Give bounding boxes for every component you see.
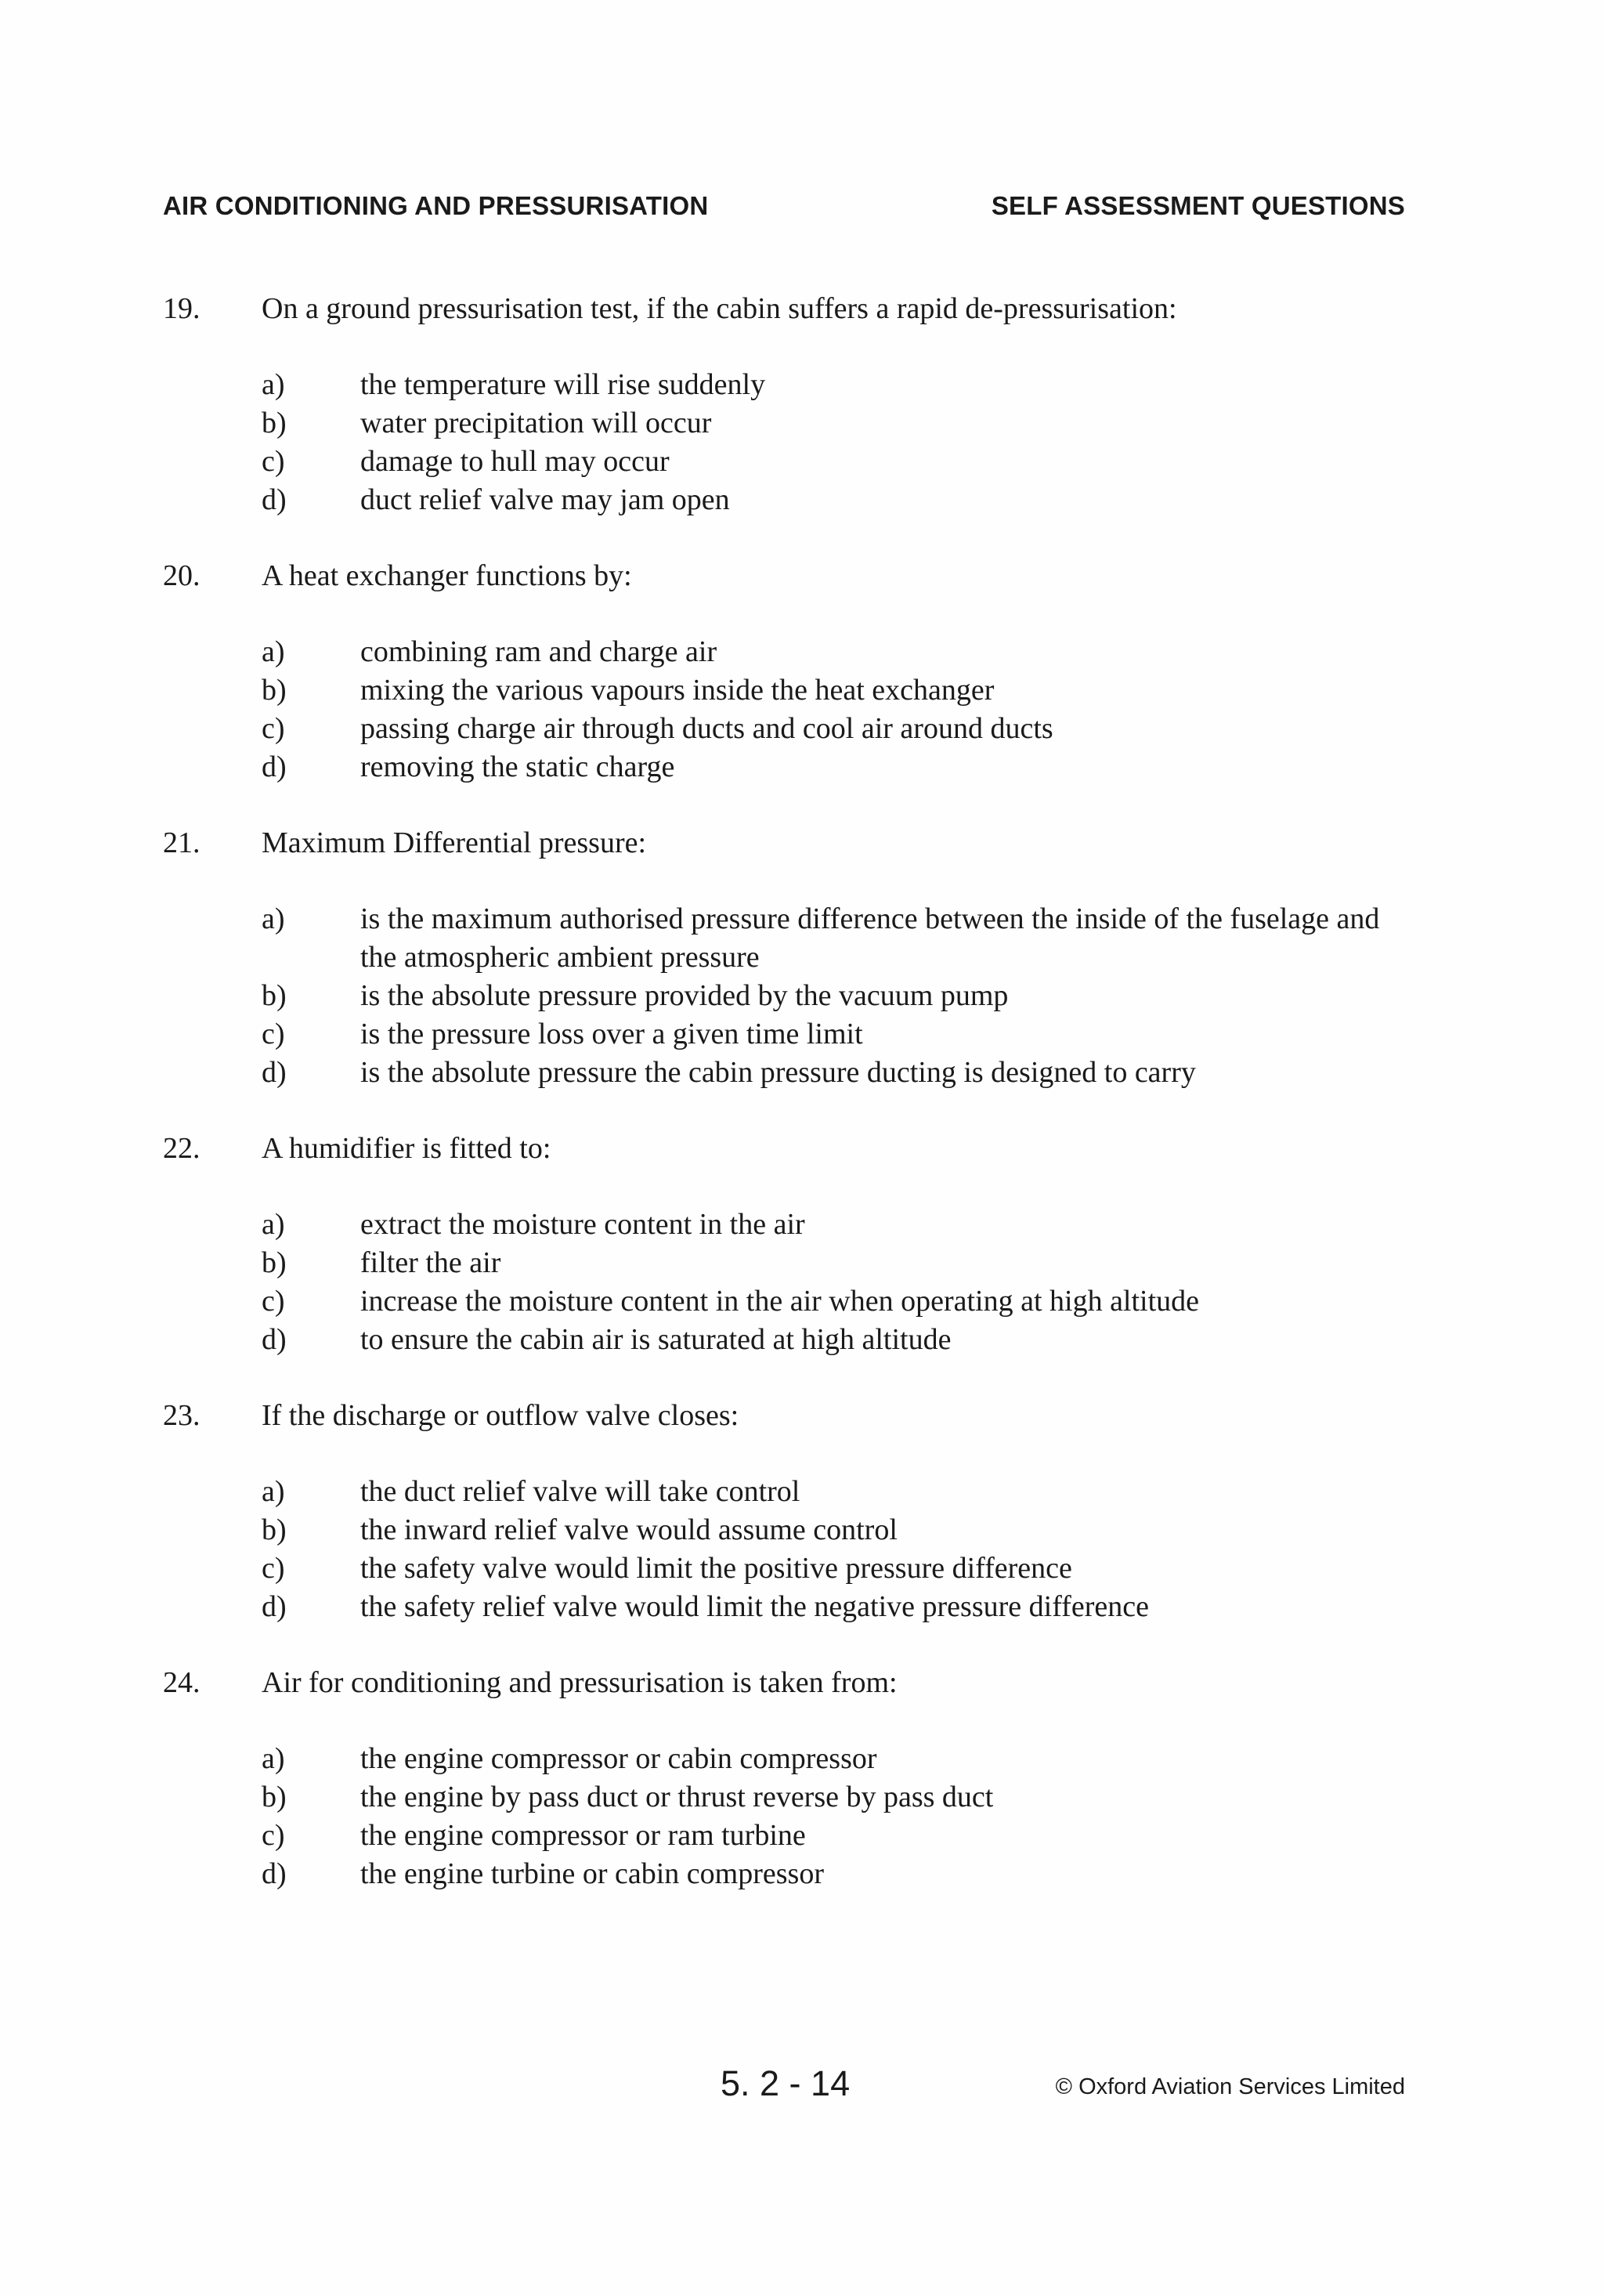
question-text: A heat exchanger functions by: (262, 559, 632, 592)
option-text: extract the moisture content in the air (360, 1208, 805, 1241)
option-text: combining ram and charge air (360, 635, 717, 668)
option-text: the engine turbine or cabin compressor (360, 1857, 824, 1890)
option-d (0, 1855, 1604, 1893)
option-a (0, 633, 1604, 671)
option-text: the temperature will rise suddenly (360, 368, 766, 401)
option-letter: b) (262, 1246, 287, 1279)
option-text: the engine compressor or ram turbine (360, 1819, 806, 1852)
option-list (0, 1206, 1604, 1359)
question-text: A humidifier is fitted to: (262, 1132, 551, 1165)
option-b (0, 1778, 1604, 1817)
question-text: Air for conditioning and pressurisation is taken from: (262, 1666, 898, 1699)
option-letter: a) (262, 1208, 285, 1241)
option-c (0, 1549, 1604, 1588)
question-number: 22. (163, 1132, 200, 1165)
option-d (0, 748, 1604, 786)
option-list (0, 633, 1604, 786)
option-text: is the absolute pressure the cabin pressure ducting is designed to carry (360, 1056, 1196, 1089)
question-number: 24. (163, 1666, 200, 1699)
copyright-notice: © Oxford Aviation Services Limited (1055, 2074, 1405, 2099)
option-list (0, 1473, 1604, 1626)
option-b (0, 1511, 1604, 1549)
option-b (0, 404, 1604, 443)
option-b (0, 1244, 1604, 1282)
option-a (0, 1473, 1604, 1511)
header-chapter-title: AIR CONDITIONING AND PRESSURISATION (163, 191, 709, 220)
option-list (0, 900, 1604, 1092)
option-letter: c) (262, 1552, 285, 1585)
option-letter: d) (262, 750, 287, 783)
option-letter: c) (262, 1819, 285, 1852)
question-23 (0, 1397, 1604, 1626)
question-number: 20. (163, 559, 200, 592)
option-text: to ensure the cabin air is saturated at high altitude (360, 1323, 952, 1356)
option-letter: a) (262, 1742, 285, 1775)
option-text: filter the air (360, 1246, 501, 1279)
option-text: the safety relief valve would limit the negative pressure difference (360, 1590, 1149, 1623)
page-number: 5. 2 - 14 (721, 2063, 851, 2103)
option-letter: c) (262, 712, 285, 745)
option-letter: c) (262, 1285, 285, 1318)
option-c (0, 443, 1604, 481)
question-20 (0, 557, 1604, 786)
option-d (0, 1588, 1604, 1626)
option-text: removing the static charge (360, 750, 675, 783)
question-text: If the discharge or outflow valve closes: (262, 1399, 739, 1432)
option-text: the engine by pass duct or thrust reverse by pass duct (360, 1781, 994, 1813)
option-letter: b) (262, 674, 287, 707)
option-text: damage to hull may occur (360, 445, 670, 478)
option-c (0, 1282, 1604, 1321)
option-letter: b) (262, 979, 287, 1012)
option-letter: c) (262, 445, 285, 478)
option-letter: b) (262, 1513, 287, 1546)
option-text: water precipitation will occur (360, 407, 712, 439)
question-text: On a ground pressurisation test, if the cabin suffers a rapid de-pressurisation: (262, 292, 1177, 325)
option-text: mixing the various vapours inside the heat exchanger (360, 674, 995, 707)
option-c (0, 1015, 1604, 1054)
question-number: 21. (163, 826, 200, 859)
option-text: the inward relief valve would assume control (360, 1513, 898, 1546)
option-a (0, 900, 1604, 977)
option-text: the engine compressor or cabin compressor (360, 1742, 877, 1775)
option-b (0, 977, 1604, 1015)
option-letter: d) (262, 1323, 287, 1356)
option-text: duct relief valve may jam open (360, 483, 730, 516)
option-letter: c) (262, 1018, 285, 1050)
option-text: is the maximum authorised pressure difference between the inside of the fuselage and the atmospheric ambient pressure (360, 902, 1380, 974)
question-22 (0, 1130, 1604, 1359)
option-letter: d) (262, 1056, 287, 1089)
option-list (0, 366, 1604, 519)
option-c (0, 1817, 1604, 1855)
option-letter: b) (262, 1781, 287, 1813)
option-text: passing charge air through ducts and cool air around ducts (360, 712, 1053, 745)
option-letter: a) (262, 368, 285, 401)
question-21 (0, 824, 1604, 1092)
question-number: 23. (163, 1399, 200, 1432)
option-text: is the pressure loss over a given time limit (360, 1018, 863, 1050)
option-d (0, 1054, 1604, 1092)
question-text: Maximum Differential pressure: (262, 826, 647, 859)
option-text: increase the moisture content in the air when operating at high altitude (360, 1285, 1200, 1318)
option-a (0, 1206, 1604, 1244)
question-24 (0, 1664, 1604, 1893)
option-d (0, 481, 1604, 519)
option-letter: d) (262, 1590, 287, 1623)
option-c (0, 710, 1604, 748)
option-text: the duct relief valve will take control (360, 1475, 800, 1508)
header-section-title: SELF ASSESSMENT QUESTIONS (991, 191, 1405, 220)
option-a (0, 366, 1604, 404)
option-letter: b) (262, 407, 287, 439)
option-text: the safety valve would limit the positive pressure difference (360, 1552, 1072, 1585)
option-letter: a) (262, 902, 285, 935)
option-list (0, 1740, 1604, 1893)
option-letter: a) (262, 635, 285, 668)
option-text: is the absolute pressure provided by the vacuum pump (360, 979, 1009, 1012)
question-number: 19. (163, 292, 200, 325)
option-a (0, 1740, 1604, 1778)
question-list (0, 290, 1604, 1931)
option-letter: d) (262, 483, 287, 516)
option-letter: a) (262, 1475, 285, 1508)
option-b (0, 671, 1604, 710)
option-d (0, 1321, 1604, 1359)
option-letter: d) (262, 1857, 287, 1890)
question-19 (0, 290, 1604, 519)
